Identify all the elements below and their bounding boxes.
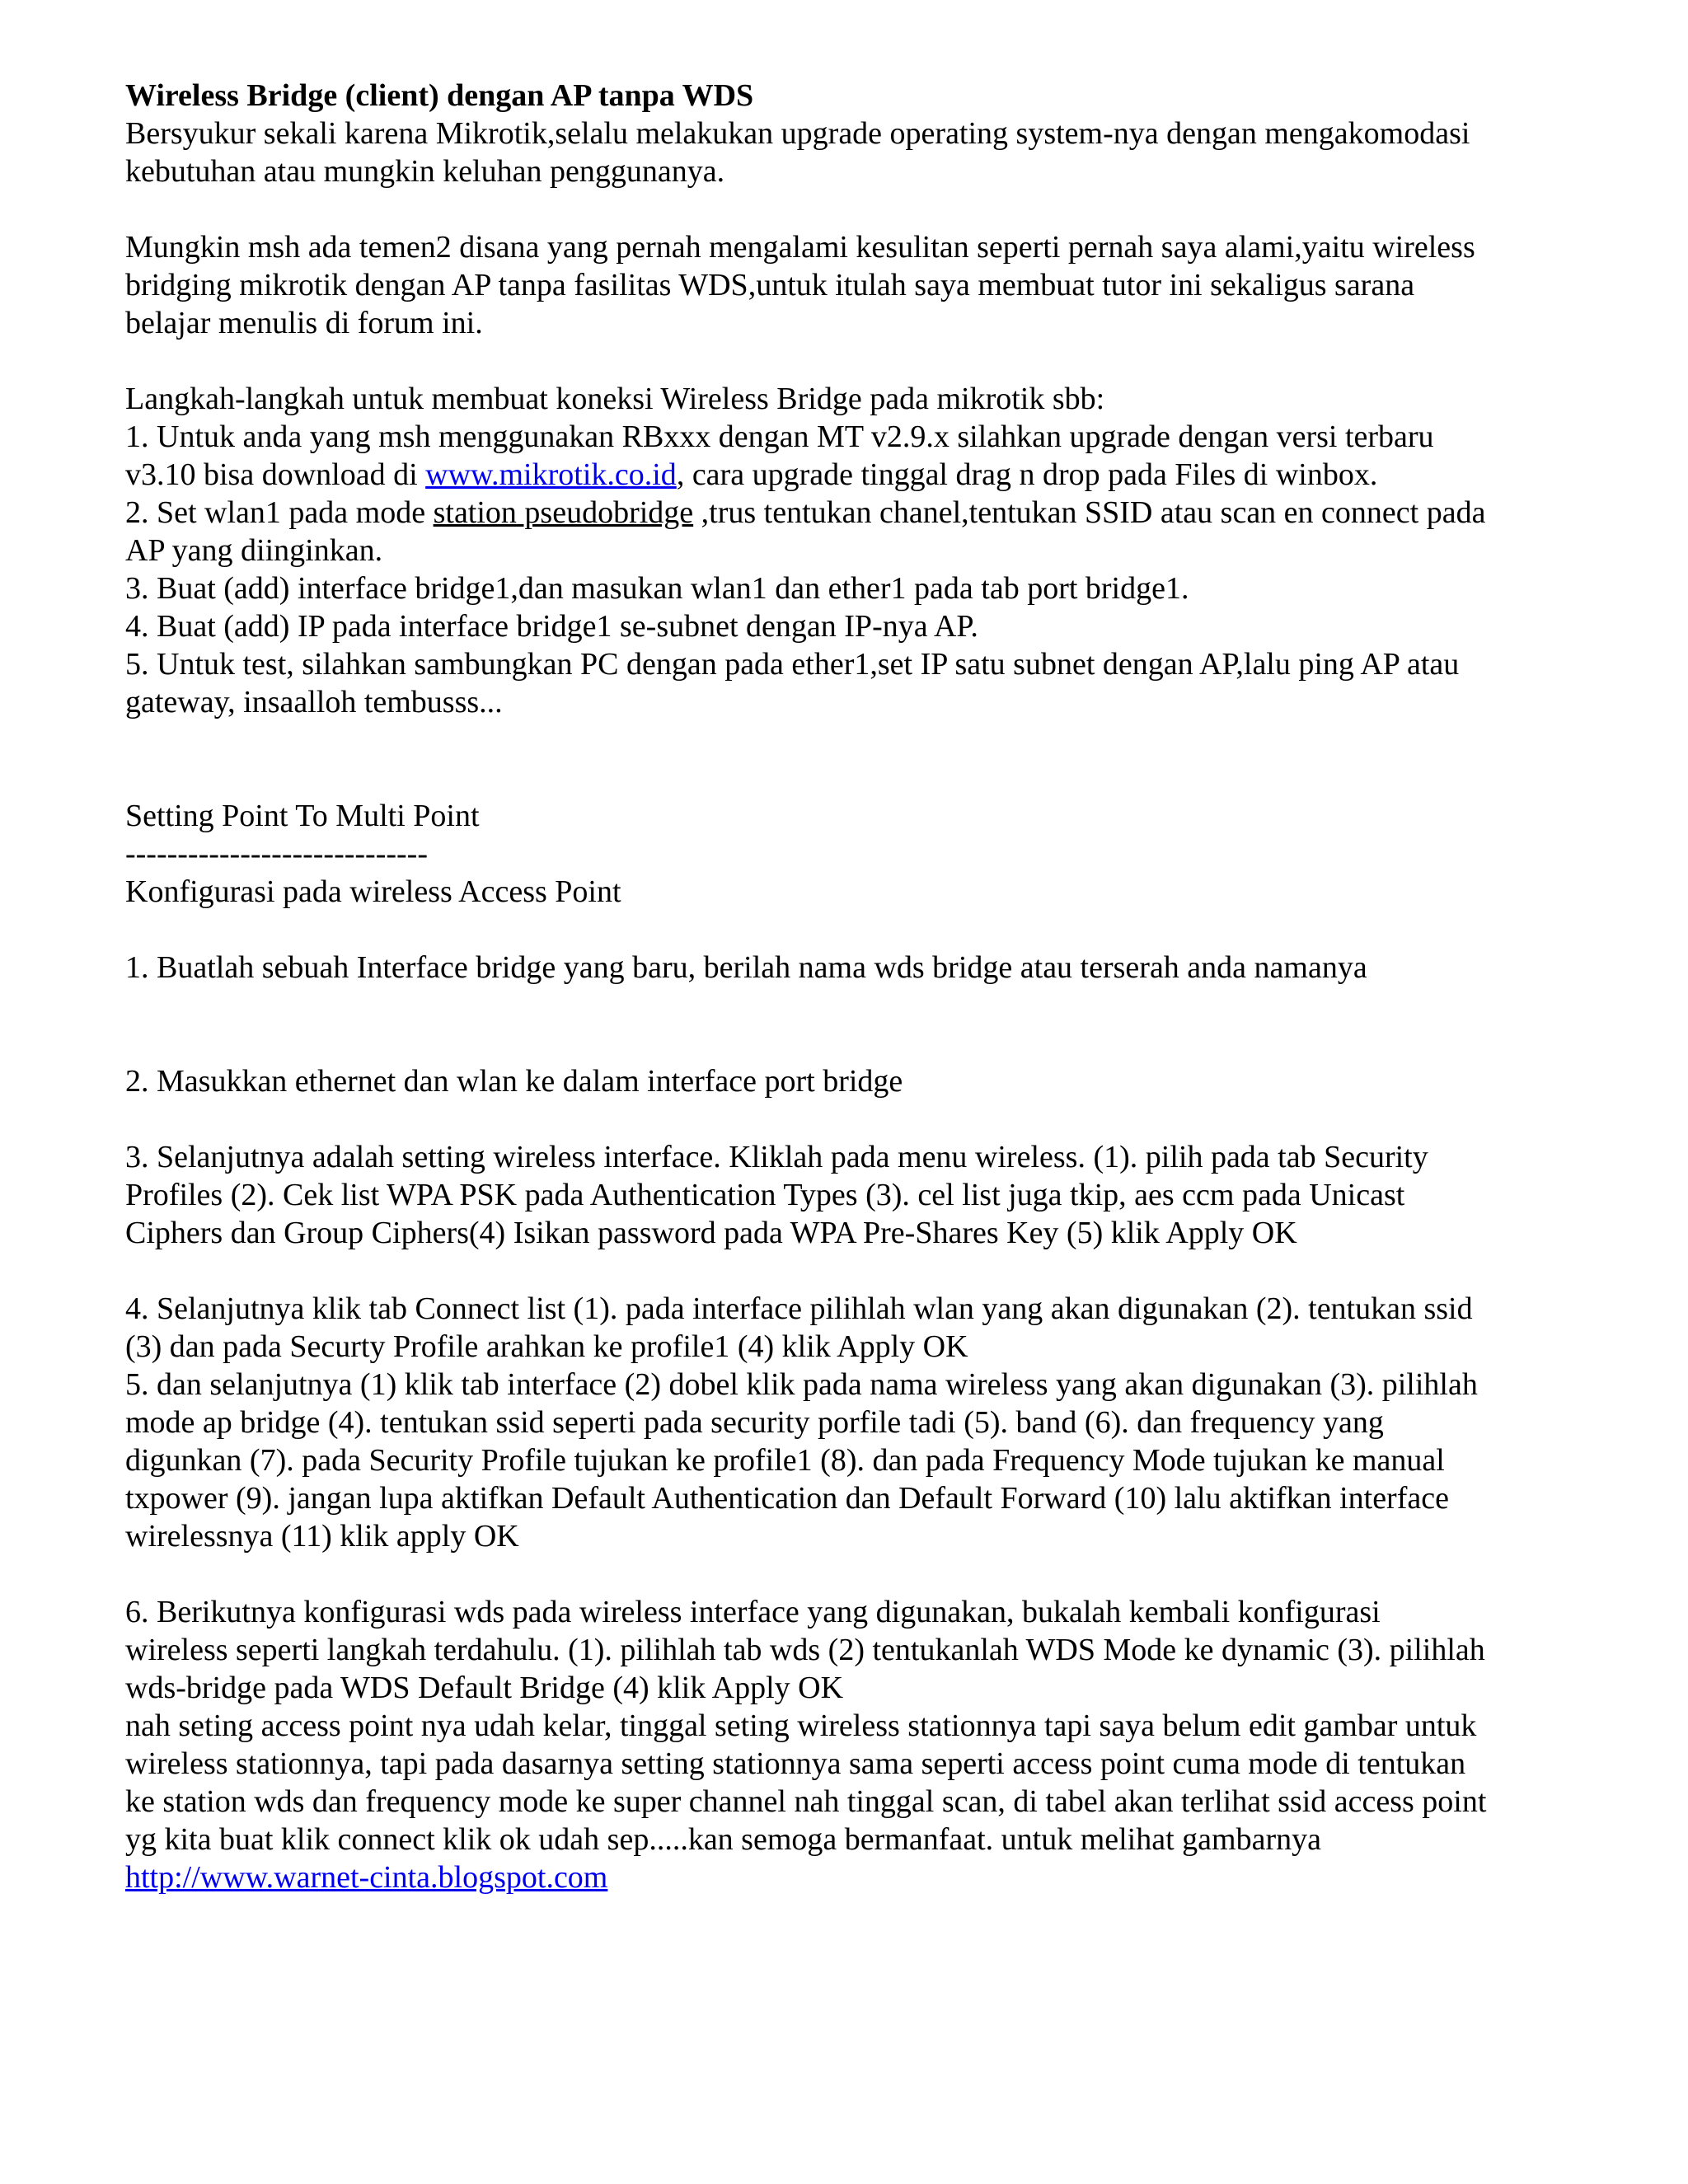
ap-step-3-line: 3. Selanjutnya adalah setting wireless interface. Kliklah pada menu wireless. (1). pilih pada tab Security [125, 1140, 1428, 1174]
spacer [125, 1252, 1576, 1290]
step-3-line: 3. Buat (add) interface bridge1,dan masukan wlan1 dan ether1 pada tab port bridge1. [125, 571, 1189, 606]
step-2-line [125, 494, 1576, 532]
spacer [125, 342, 1576, 380]
spacer [125, 987, 1576, 1062]
step-2-line: AP yang diinginkan. [125, 533, 383, 568]
paragraph-line: belajar menulis di forum ini. [125, 306, 483, 340]
closing-line: wireless stationnya, tapi pada dasarnya setting stationnya sama seperti access point cuma mode di tentukan [125, 1746, 1466, 1781]
document-title: Wireless Bridge (client) dengan AP tanpa WDS [125, 78, 754, 113]
closing-line: nah seting access point nya udah kelar, tinggal seting wireless stationnya tapi saya belum edit gambar untuk [125, 1708, 1477, 1743]
step-2-text: 2. Set wlan1 pada mode [125, 495, 434, 530]
ap-step-5-line: digunkan (7). pada Security Profile tujukan ke profile1 (8). dan pada Frequency Mode tujukan ke manual [125, 1443, 1445, 1478]
section-separator: ----------------------------- [125, 837, 428, 871]
section-title: Setting Point To Multi Point [125, 799, 480, 833]
ap-step-6-line: wds-bridge pada WDS Default Bridge (4) klik Apply OK [125, 1671, 844, 1705]
closing-line [125, 1858, 1576, 1896]
intro-line: kebutuhan atau mungkin keluhan penggunanya. [125, 154, 725, 189]
ap-step-4-line: (3) dan pada Securty Profile arahkan ke profile1 (4) klik Apply OK [125, 1329, 968, 1364]
step-2-underlined-mode: station pseudobridge [433, 495, 694, 530]
step-5-line: 5. Untuk test, silahkan sambungkan PC dengan pada ether1,set IP satu subnet dengan AP,lalu ping AP atau [125, 647, 1460, 682]
closing-line: yg kita buat klik connect klik ok udah sep.....kan semoga bermanfaat. untuk melihat gambarnya [125, 1822, 1321, 1857]
steps-heading: Langkah-langkah untuk membuat koneksi Wireless Bridge pada mikrotik sbb: [125, 382, 1105, 416]
ap-step-5-line: 5. dan selanjutnya (1) klik tab interface (2) dobel klik pada nama wireless yang akan digunakan (3). pilihlah [125, 1367, 1478, 1402]
spacer [125, 721, 1576, 797]
ap-step-6-line: 6. Berikutnya konfigurasi wds pada wireless interface yang digunakan, bukalah kembali konfigurasi [125, 1595, 1381, 1629]
closing-line: ke station wds dan frequency mode ke super channel nah tinggal scan, di tabel akan terlihat ssid access point [125, 1784, 1487, 1819]
step-1-line [125, 456, 1576, 494]
mikrotik-link[interactable]: www.mikrotik.co.id [425, 457, 677, 492]
paragraph-line: bridging mikrotik dengan AP tanpa fasilitas WDS,untuk itulah saya membuat tutor ini sekaligus sarana [125, 268, 1415, 302]
step-1-line: 1. Untuk anda yang msh menggunakan RBxxx dengan MT v2.9.x silahkan upgrade dengan versi terbaru [125, 419, 1434, 454]
step-2-text: ,trus tentukan chanel,tentukan SSID atau scan en connect pada [693, 495, 1486, 530]
ap-step-2: 2. Masukkan ethernet dan wlan ke dalam interface port bridge [125, 1064, 903, 1099]
step-1-text: v3.10 bisa download di [125, 457, 426, 492]
ap-step-1: 1. Buatlah sebuah Interface bridge yang baru, berilah nama wds bridge atau terserah anda namanya [125, 950, 1367, 985]
step-5-line: gateway, insaalloh tembusss... [125, 685, 503, 719]
step-4-line: 4. Buat (add) IP pada interface bridge1 se-subnet dengan IP-nya AP. [125, 609, 978, 644]
spacer [125, 1100, 1576, 1138]
intro-line: Bersyukur sekali karena Mikrotik,selalu melakukan upgrade operating system-nya dengan mengakomodasi [125, 116, 1470, 151]
spacer [125, 1555, 1576, 1593]
ap-step-6-line: wireless seperti langkah terdahulu. (1). pilihlah tab wds (2) tentukanlah WDS Mode ke dynamic (3). pilihlah [125, 1633, 1485, 1667]
section-subtitle: Konfigurasi pada wireless Access Point [125, 874, 621, 909]
ap-step-4-line: 4. Selanjutnya klik tab Connect list (1). pada interface pilihlah wlan yang akan digunakan (2). tentukan ssid [125, 1291, 1473, 1326]
document-page [125, 77, 1576, 1896]
blog-link[interactable]: http://www.warnet-cinta.blogspot.com [125, 1860, 608, 1895]
spacer [125, 190, 1576, 228]
spacer [125, 911, 1576, 949]
ap-step-3-line: Profiles (2). Cek list WPA PSK pada Authentication Types (3). cel list juga tkip, aes ccm pada Unicast [125, 1178, 1405, 1212]
ap-step-3-line: Ciphers dan Group Ciphers(4) Isikan password pada WPA Pre-Shares Key (5) klik Apply OK [125, 1216, 1297, 1250]
ap-step-5-line: txpower (9). jangan lupa aktifkan Default Authentication dan Default Forward (10) lalu aktifkan interface [125, 1481, 1449, 1516]
step-1-text: , cara upgrade tinggal drag n drop pada Files di winbox. [676, 457, 1378, 492]
ap-step-5-line: mode ap bridge (4). tentukan ssid seperti pada security porfile tadi (5). band (6). dan frequency yang [125, 1405, 1384, 1440]
paragraph-line: Mungkin msh ada temen2 disana yang pernah mengalami kesulitan seperti pernah saya alami,yaitu wireless [125, 230, 1475, 265]
ap-step-5-line: wirelessnya (11) klik apply OK [125, 1519, 519, 1554]
